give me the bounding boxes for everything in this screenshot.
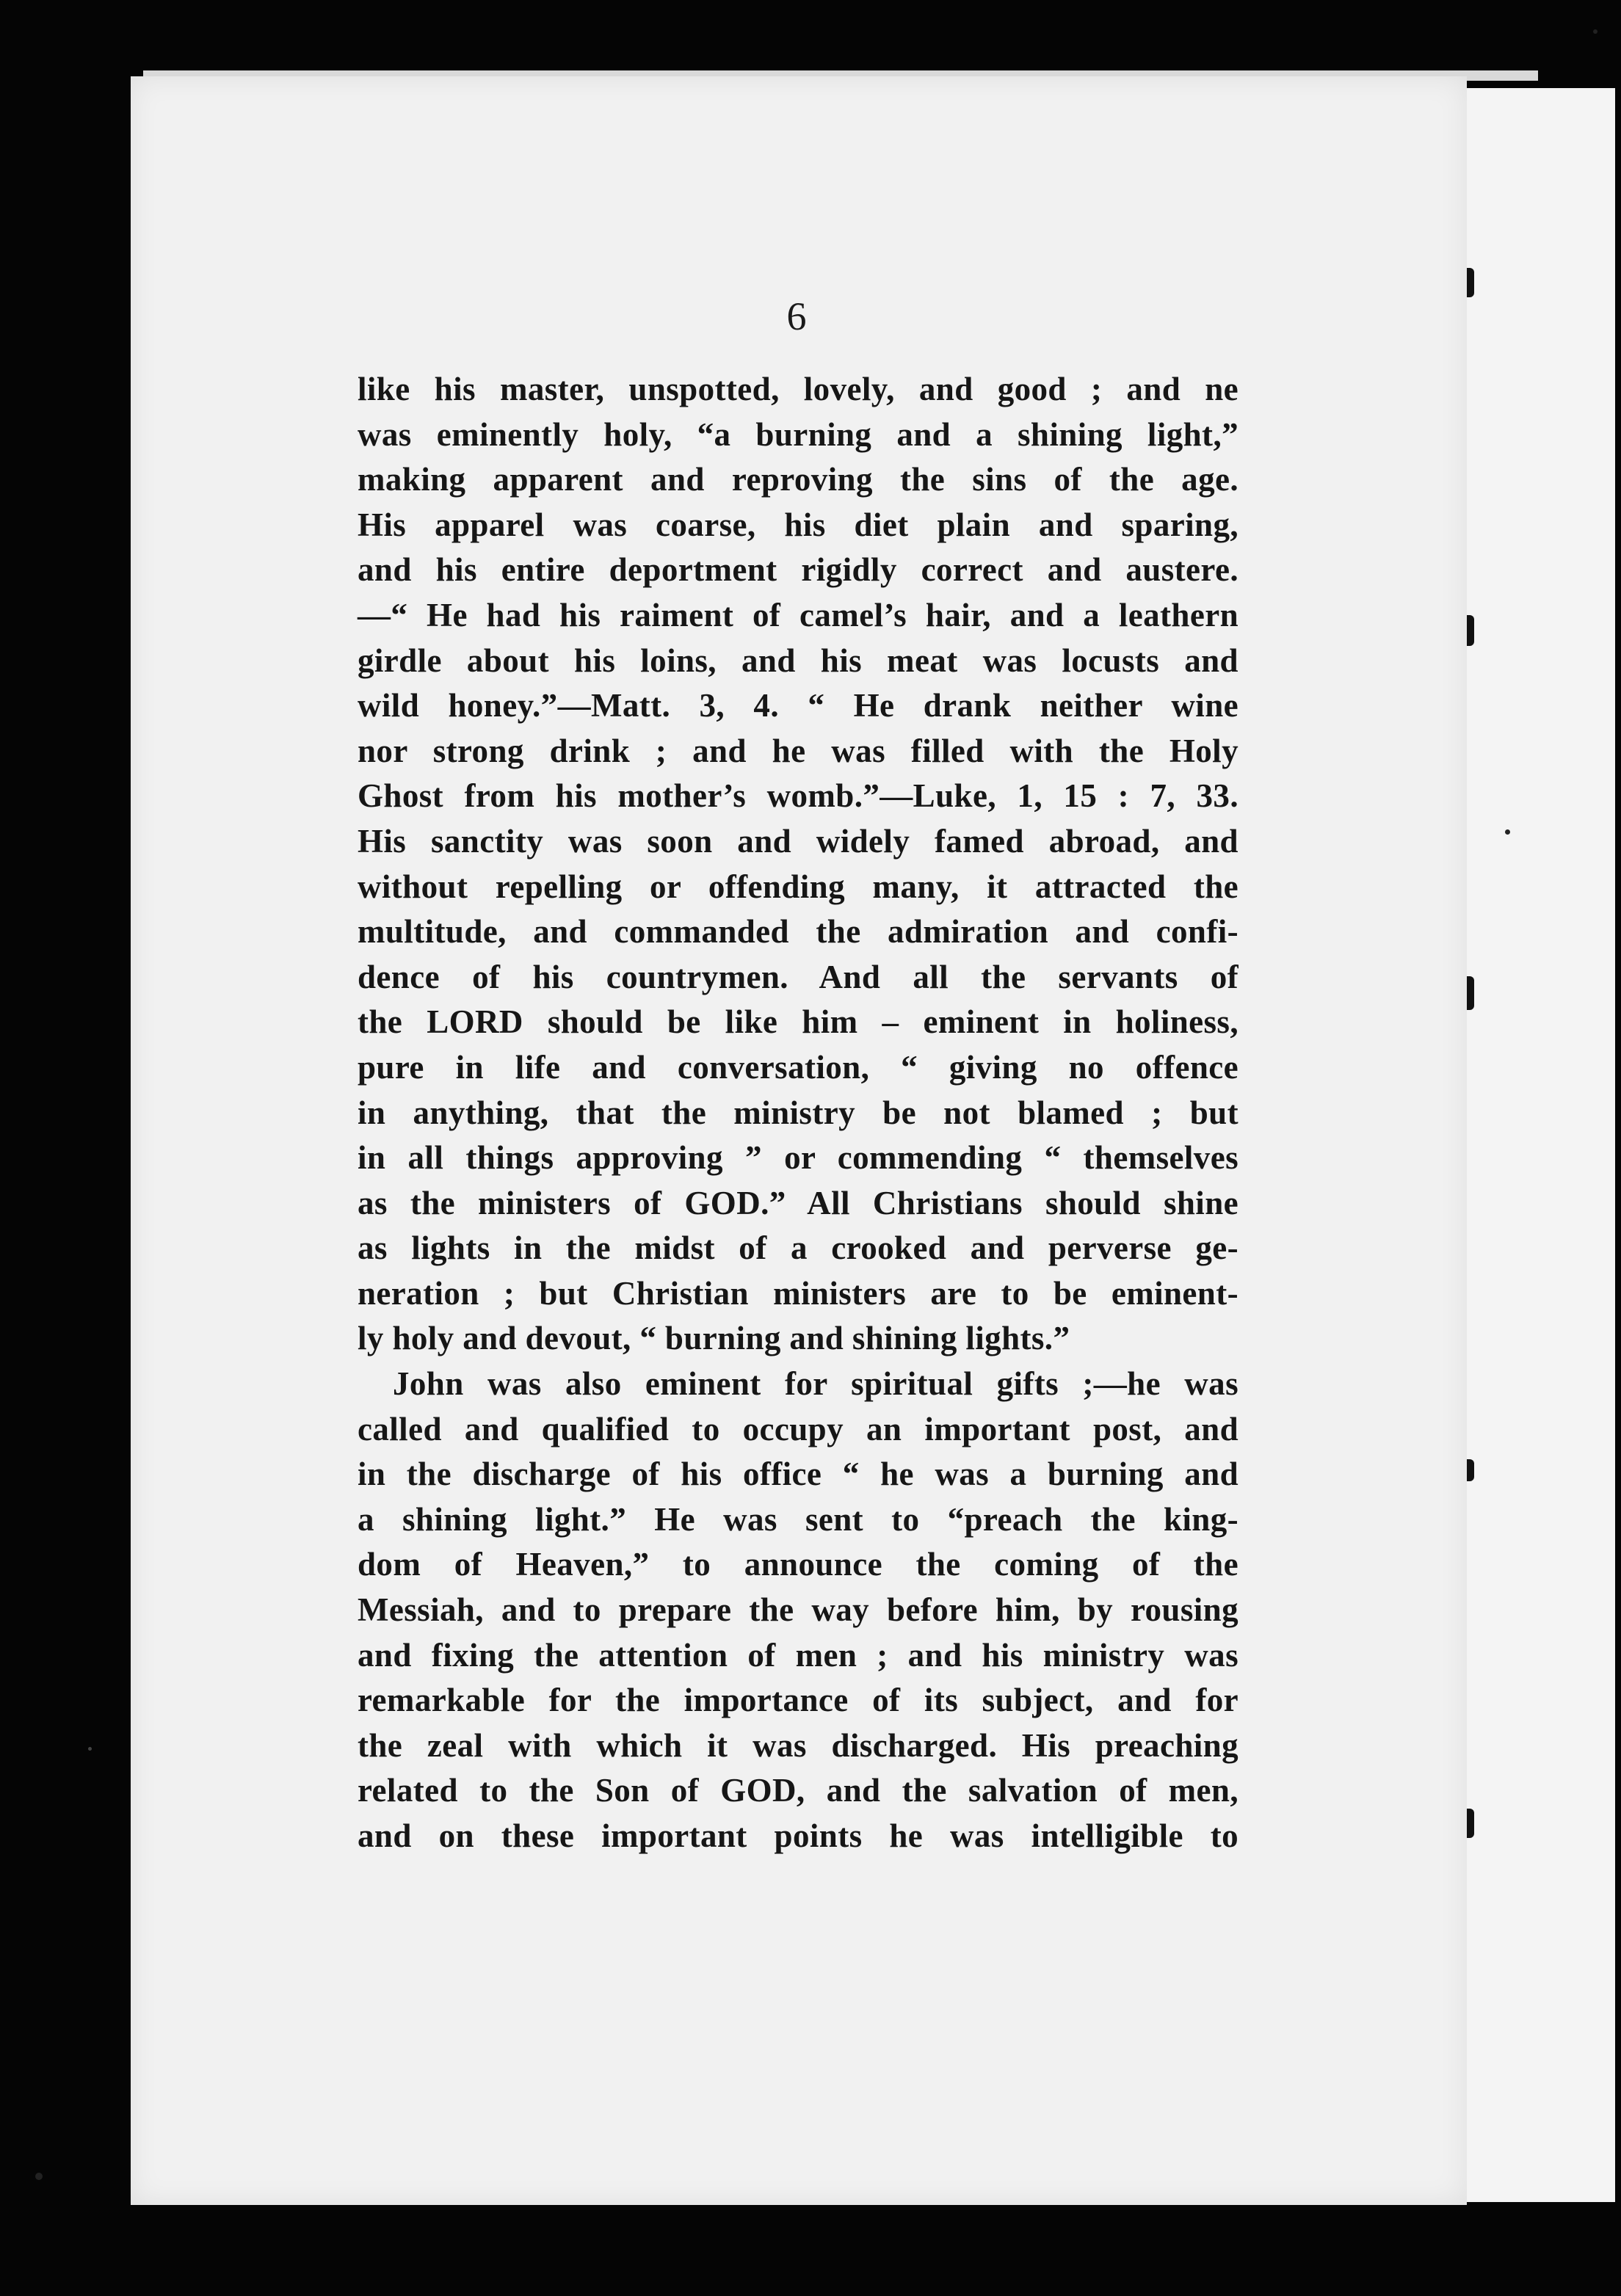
text-line: without repelling or offending many, it attracted the — [358, 868, 1239, 905]
text-line: like his master, unspotted, lovely, and good ; and ne — [358, 371, 1239, 407]
text-line: dence of his countrymen. And all the servants of — [358, 958, 1239, 995]
scan-speck — [1593, 29, 1598, 34]
text-line: ly holy and devout, “ burning and shining lights.” — [358, 1320, 1070, 1357]
text-line: in the discharge of his office “ he was a burning and — [358, 1456, 1239, 1493]
text-line: His apparel was coarse, his diet plain and sparing, — [358, 506, 1239, 543]
text-line: and on these important points he was intelligible to — [358, 1817, 1239, 1854]
text-line: in anything, that the ministry be not blamed ; but — [358, 1094, 1239, 1131]
text-line: and fixing the attention of men ; and his ministry was — [358, 1636, 1239, 1674]
text-line: as lights in the midst of a crooked and perverse ge- — [358, 1229, 1239, 1267]
text-line: —“ He had his raiment of camel’s hair, and a leathern — [358, 596, 1239, 633]
text-line: Ghost from his mother’s womb.”—Luke, 1, 15 : 7, 33. — [358, 777, 1239, 815]
text-line: the LORD should be like him – eminent in holiness, — [358, 1003, 1239, 1041]
text-line: and his entire deportment rigidly correct and austere. — [358, 551, 1239, 589]
text-line: a shining light.” He was sent to “preach the king- — [358, 1500, 1239, 1538]
text-line: making apparent and reproving the sins of the age. — [358, 461, 1239, 498]
text-line: nor strong drink ; and he was filled with the Holy — [358, 732, 1239, 769]
text-line: dom of Heaven,” to announce the coming of the — [358, 1546, 1239, 1583]
text-line: His sanctity was soon and widely famed abroad, and — [358, 822, 1239, 860]
text-line: wild honey.”—Matt. 3, 4. “ He drank neither wine — [358, 687, 1239, 724]
text-line: in all things approving ” or commending “ themselves — [358, 1139, 1239, 1177]
page-number: 6 — [786, 294, 807, 338]
text-line: John was also eminent for spiritual gifts ;—he was — [393, 1365, 1239, 1403]
scan-speck — [1505, 829, 1510, 835]
text-line: neration ; but Christian ministers are to be eminent- — [358, 1274, 1239, 1312]
text-line: remarkable for the importance of its subject, and for — [358, 1682, 1239, 1719]
body-text — [358, 367, 1239, 1859]
text-line: as the ministers of GOD.” All Christians should shine — [358, 1184, 1239, 1221]
text-line: related to the Son of GOD, and the salvation of men, — [358, 1772, 1239, 1809]
text-line: was eminently holy, “a burning and a shining light,” — [358, 415, 1239, 453]
text-line: called and qualified to occupy an important post, and — [358, 1410, 1239, 1447]
facing-page-edge — [1461, 88, 1615, 2202]
text-line: multitude, and commanded the admiration and confi- — [358, 913, 1239, 951]
scan-speck — [35, 2173, 43, 2180]
text-line: girdle about his loins, and his meat was locusts and — [358, 642, 1239, 679]
text-line: the zeal with which it was discharged. His preaching — [358, 1726, 1239, 1764]
text-line: Messiah, and to prepare the way before him, by rousing — [358, 1591, 1239, 1629]
text-line: pure in life and conversation, “ giving no offence — [358, 1048, 1239, 1086]
scan-speck — [88, 1747, 92, 1751]
